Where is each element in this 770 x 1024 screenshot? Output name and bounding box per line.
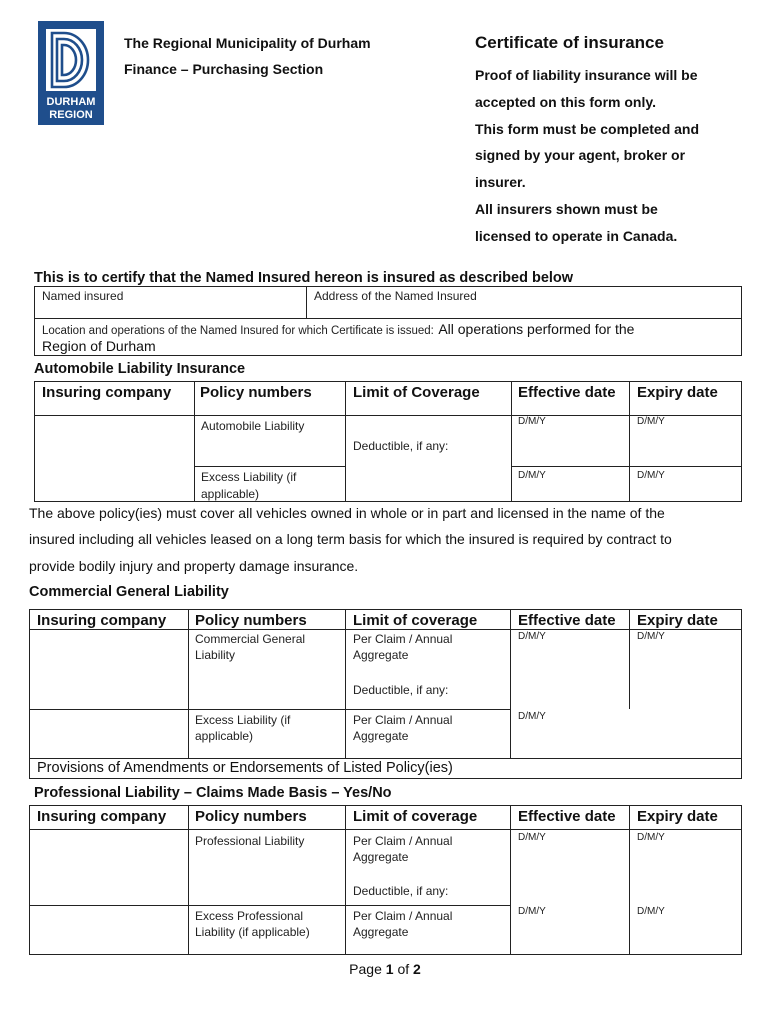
location-value-2: Region of Durham [42,338,156,354]
org-section: Finance – Purchasing Section [124,61,324,77]
instruction-line-3: This form must be completed and [475,121,700,137]
prof-row2-policy-2: Liability (if applicable) [195,925,310,939]
cgl-col-expiry: Expiry date [637,612,718,629]
prof-row2-effective[interactable]: D/M/Y [518,906,546,917]
cgl-row2-limit-2: Aggregate [353,729,409,743]
address-label: Address of the Named Insured [314,289,477,303]
cgl-col-limit: Limit of coverage [353,612,478,629]
auto-col-company: Insuring company [42,384,172,401]
auto-col-policy: Policy numbers [200,384,312,401]
prof-row1-limit-1: Per Claim / Annual [353,834,453,848]
cgl-row1-effective[interactable]: D/M/Y [518,631,546,642]
instruction-line-6: All insurers shown must be [475,201,658,217]
auto-company-field[interactable] [36,417,192,500]
prof-col-effective: Effective date [518,808,616,825]
durham-d-icon [40,23,102,123]
cgl-col-policy: Policy numbers [195,612,307,629]
auto-row1-policy: Automobile Liability [201,419,305,433]
cgl-row1-policy-2: Liability [195,648,236,662]
auto-col-limit: Limit of Coverage [353,384,480,401]
location-label: Location and operations of the Named Insured for which Certificate is issued: [42,325,434,337]
auto-row2-policy-1: Excess Liability (if [201,470,297,484]
auto-row2-expiry[interactable]: D/M/Y [637,470,665,481]
named-insured-label: Named insured [42,289,124,303]
auto-row1-expiry[interactable]: D/M/Y [637,416,665,427]
prof-row1-limit-2: Aggregate [353,850,409,864]
instruction-line-7: licensed to operate in Canada. [475,228,678,244]
cgl-heading: Commercial General Liability [29,584,229,600]
prof-col-policy: Policy numbers [195,808,307,825]
cgl-row2-effective[interactable]: D/M/Y [518,711,546,722]
prof-company-field[interactable] [31,831,186,904]
prof-row2-policy-1: Excess Professional [195,909,304,923]
cgl-company-field[interactable] [31,631,186,708]
auto-note-line-3: provide bodily injury and property damage insurance. [29,558,359,574]
cgl-row1-limit-2: Aggregate [353,648,409,662]
auto-heading: Automobile Liability Insurance [34,361,246,377]
prof-row1-expiry[interactable]: D/M/Y [637,832,665,843]
cgl-excess-company-field[interactable] [31,711,186,757]
cgl-row1-expiry[interactable]: D/M/Y [637,631,665,642]
durham-region-logo [38,21,104,125]
page-number: 1 [385,961,394,977]
prof-excess-company-field[interactable] [31,907,186,953]
page-indicator: Page 1 of 2 [349,961,421,977]
certify-heading: This is to certify that the Named Insured hereon is insured as described below [34,270,574,286]
named-insured-field[interactable] [36,300,304,317]
prof-row2-expiry[interactable]: D/M/Y [637,906,665,917]
cgl-row1-limit-1: Per Claim / Annual [353,632,453,646]
location-row [42,321,742,339]
prof-col-limit: Limit of coverage [353,808,478,825]
cgl-provisions: Provisions of Amendments or Endorsements of Listed Policy(ies) [37,760,453,776]
org-name: The Regional Municipality of Durham [124,35,371,51]
auto-row1-effective[interactable]: D/M/Y [518,416,546,427]
instruction-line-5: insurer. [475,174,526,190]
instruction-line-1: Proof of liability insurance will be [475,67,698,83]
auto-row2-policy-2: applicable) [201,487,260,501]
svg-text:DURHAM: DURHAM [46,96,96,108]
auto-row2-effective[interactable]: D/M/Y [518,470,546,481]
prof-col-expiry: Expiry date [637,808,718,825]
prof-row1-effective[interactable]: D/M/Y [518,832,546,843]
instruction-line-2: accepted on this form only. [475,94,656,110]
page-total: 2 [413,961,421,977]
prof-heading: Professional Liability – Claims Made Basis – Yes/No [34,785,392,801]
cgl-deductible: Deductible, if any: [353,683,449,697]
cgl-col-effective: Effective date [518,612,616,629]
auto-col-effective: Effective date [518,384,616,401]
prof-row2-limit-2: Aggregate [353,925,409,939]
location-value-1: All operations performed for the [438,321,635,337]
form-title: Certificate of insurance [475,33,664,52]
auto-deductible: Deductible, if any: [353,439,449,453]
auto-col-expiry: Expiry date [637,384,718,401]
auto-note-line-2: insured including all vehicles leased on a long term basis for which the insured is required by contract to [29,531,672,547]
svg-text:REGION: REGION [49,109,93,121]
instruction-line-4: signed by your agent, broker or [475,147,686,163]
prof-deductible: Deductible, if any: [353,884,449,898]
prof-row2-limit-1: Per Claim / Annual [353,909,453,923]
cgl-row1-policy-1: Commercial General [195,632,306,646]
auto-limit-field[interactable] [347,417,509,437]
cgl-col-company: Insuring company [37,612,167,629]
cgl-row2-policy-1: Excess Liability (if [195,713,291,727]
cgl-row2-policy-2: applicable) [195,729,254,743]
auto-note-line-1: The above policy(ies) must cover all vehicles owned in whole or in part and licensed in the name of the [29,505,665,521]
prof-col-company: Insuring company [37,808,167,825]
prof-row1-policy: Professional Liability [195,834,305,848]
cgl-row2-limit-1: Per Claim / Annual [353,713,453,727]
